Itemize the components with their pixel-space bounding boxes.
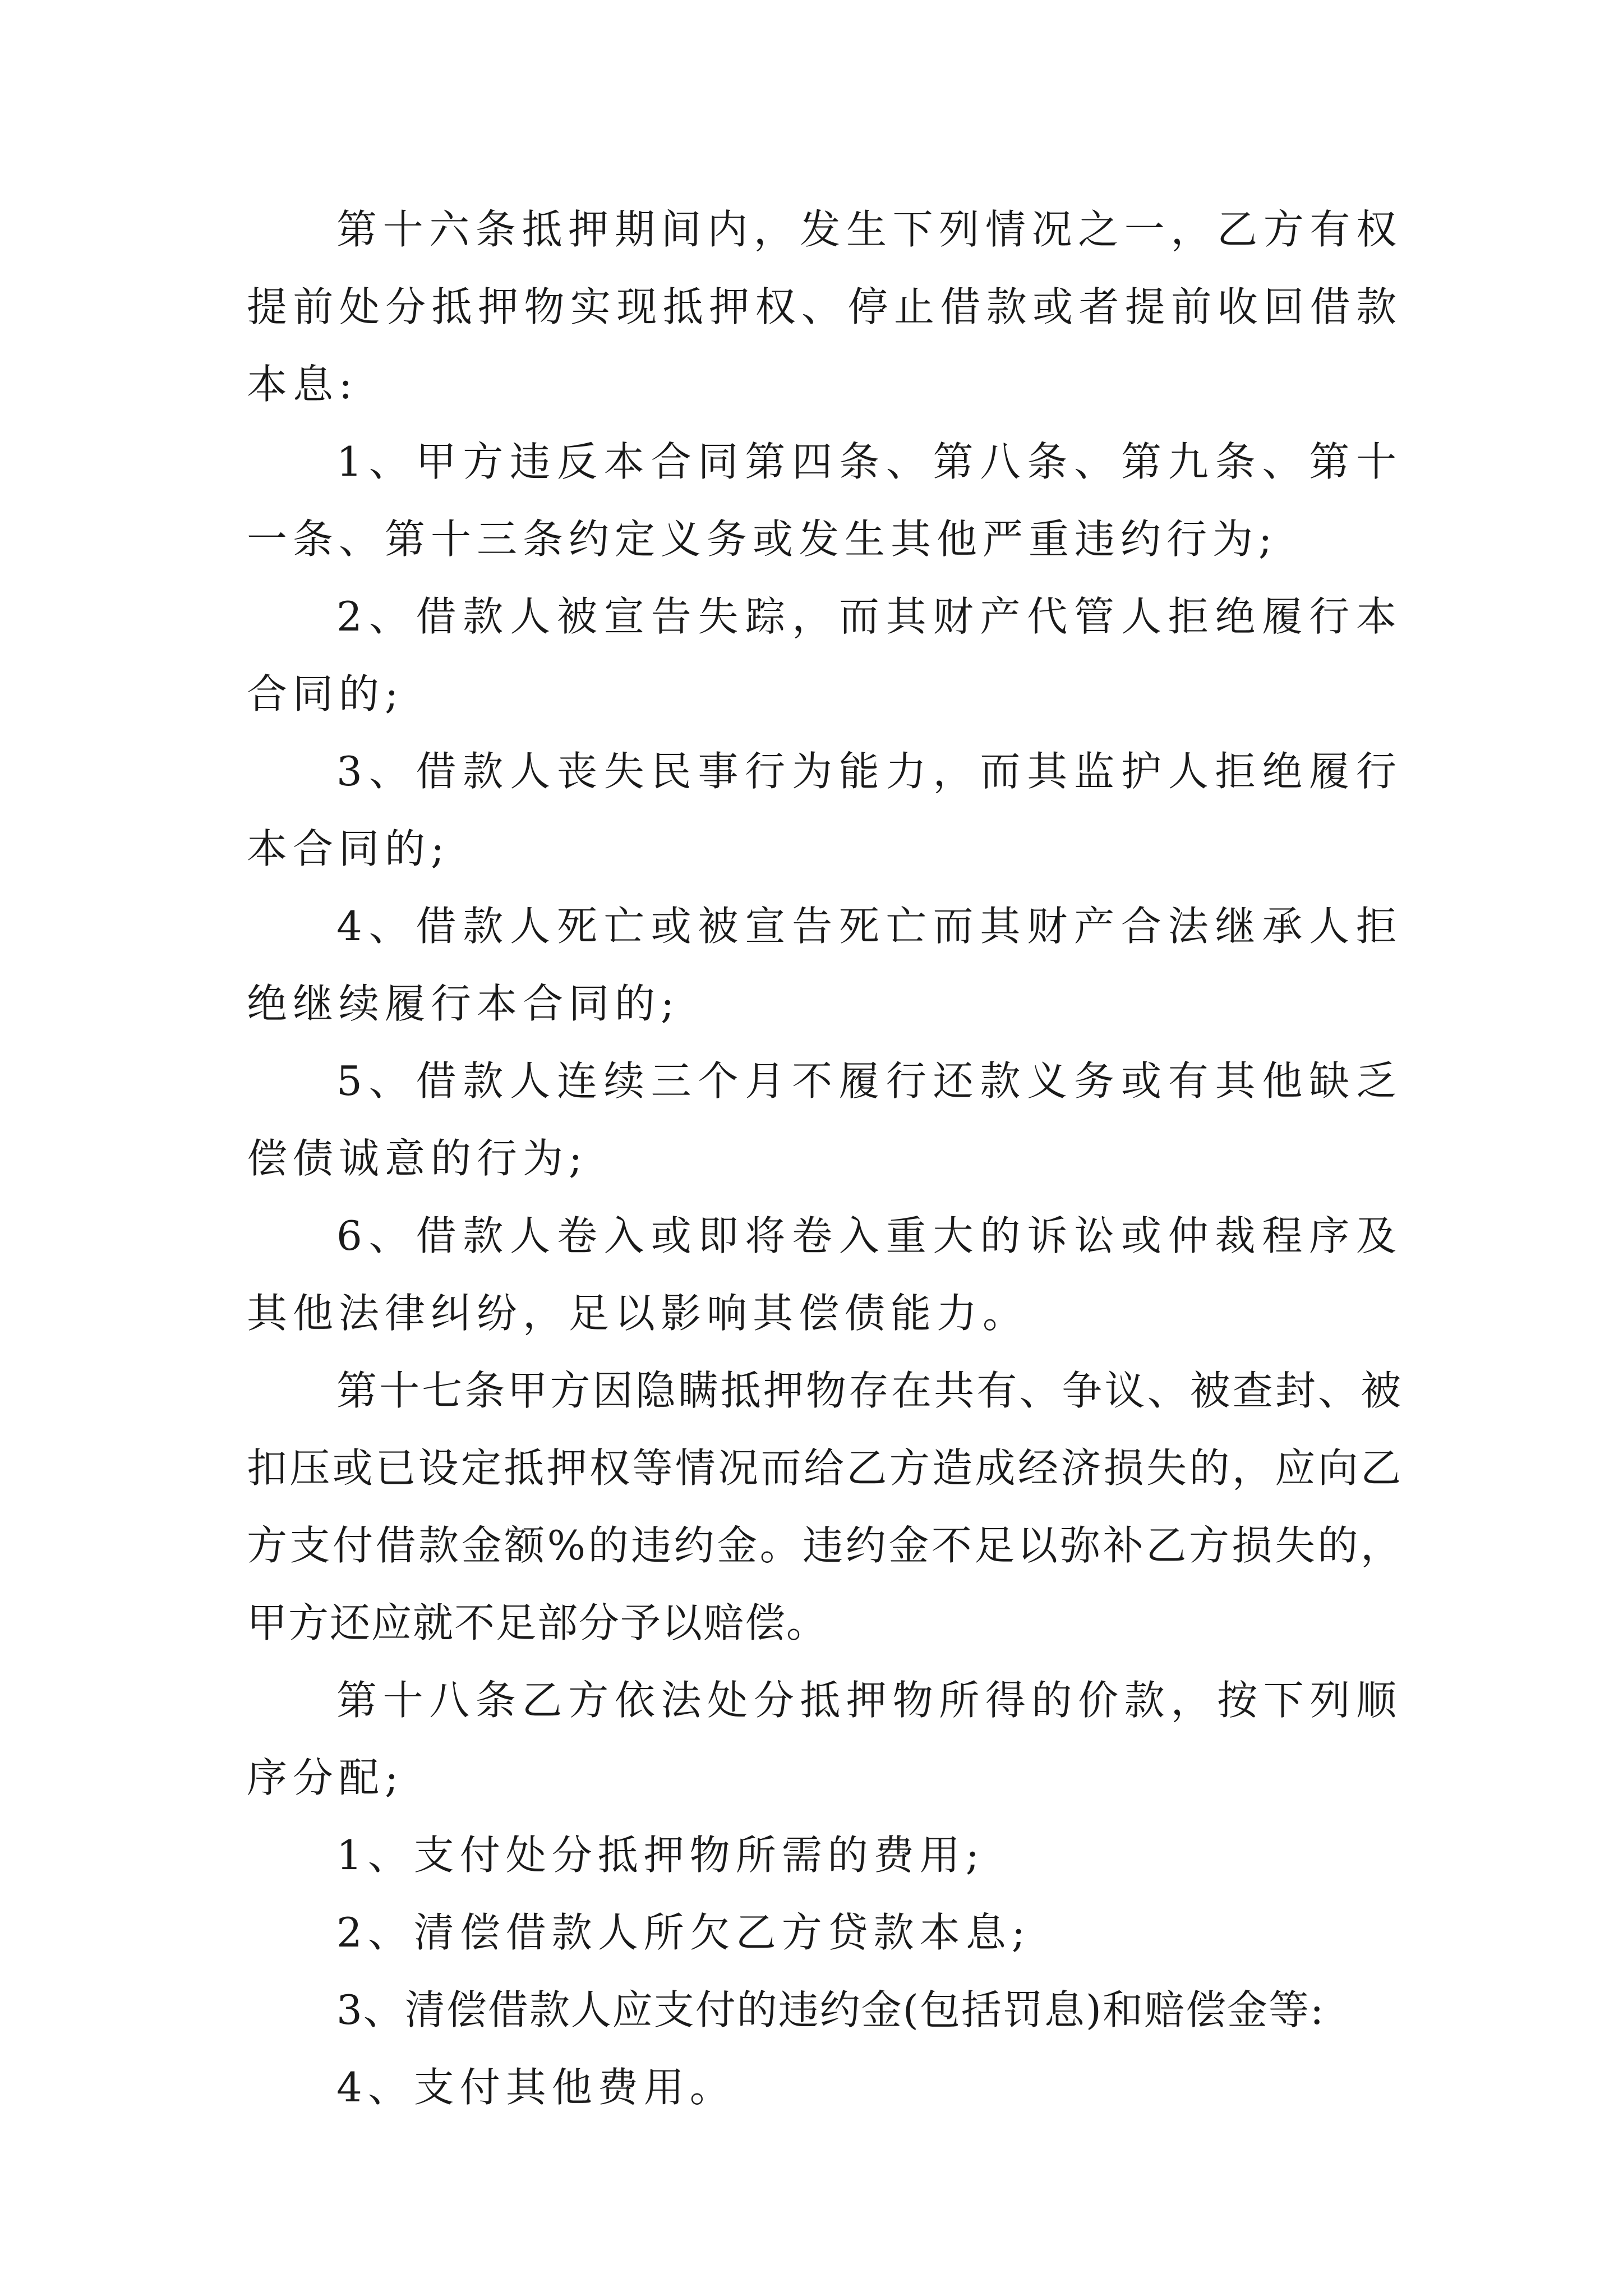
clause-18-item-2: 2、清偿借款人所欠乙方贷款本息; [336,1909,1031,1956]
clause-16-item-2: 2、借款人被宣告失踪，而其财产代管人拒绝履行本合同的; [247,593,1402,717]
clause-18-item-3: 3、清偿借款人应支付的违约金(包括罚息)和赔偿金等: [336,1986,1325,2033]
clause-16-item-3: 3、借款人丧失民事行为能力，而其监护人拒绝履行本合同的; [247,748,1402,872]
clause-16-item-6: 6、借款人卷入或即将卷入重大的诉讼或仲裁程序及其他法律纠纷，足以影响其偿债能力。 [247,1212,1402,1337]
clause-16-item-5: 5、借款人连续三个月不履行还款义务或有其他缺乏偿债诚意的行为; [247,1057,1402,1182]
document-page [247,191,1402,2126]
clause-18: 第十八条乙方依法处分抵押物所得的价款，按下列顺序分配; [247,1677,1402,1801]
clause-16-item-4: 4、借款人死亡或被宣告死亡而其财产合法继承人拒绝继续履行本合同的; [247,903,1402,1027]
clause-18-item-1: 1、支付处分抵押物所需的费用; [336,1832,985,1879]
clause-16-item-1: 1、甲方违反本合同第四条、第八条、第九条、第十一条、第十三条约定义务或发生其他严重违约行为; [247,438,1402,563]
clause-16: 第十六条抵押期间内，发生下列情况之一，乙方有权提前处分抵押物实现抵押权、停止借款或者提前收回借款本息: [247,206,1402,408]
clause-17: 第十七条甲方因隐瞒抵押物存在共有、争议、被查封、被扣压或已设定抵押权等情况而给乙方造成经济损失的，应向乙方支付借款金额%的违约金。违约金不足以弥补乙方损失的，甲方还应就不足部分予以赔偿。 [247,1367,1402,1646]
clause-18-item-4: 4、支付其他费用。 [336,2064,736,2111]
